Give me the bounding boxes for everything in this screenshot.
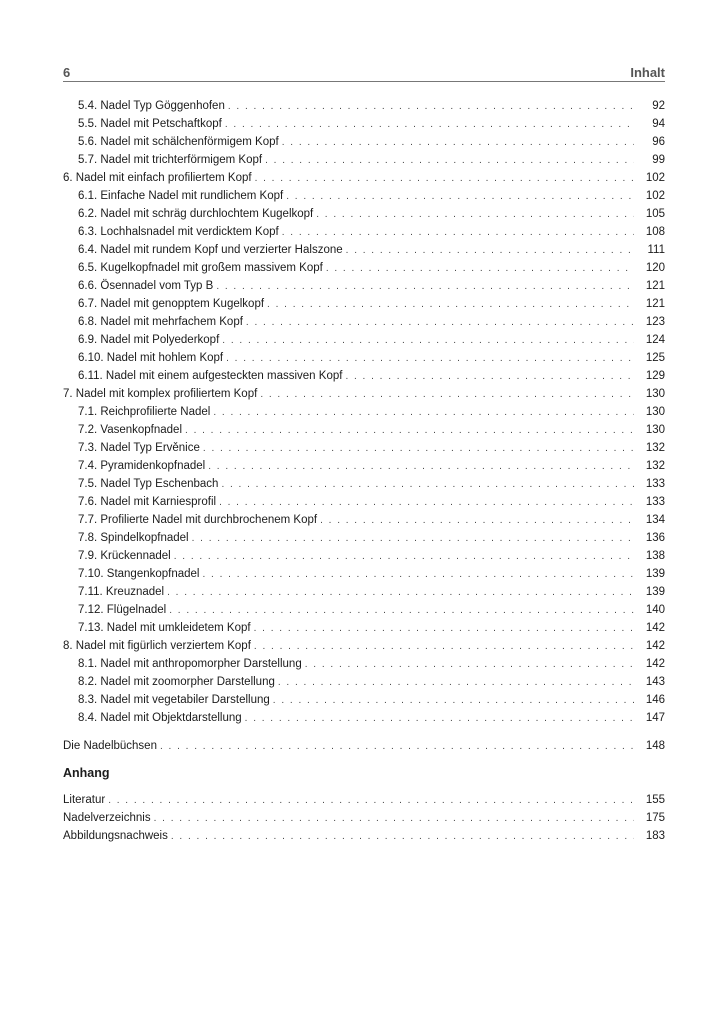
toc-entry-page: 139 — [645, 586, 665, 598]
toc-entry[interactable] — [63, 511, 665, 529]
leader-dots — [216, 278, 634, 296]
toc-entry-page: 94 — [652, 118, 665, 130]
leader-dots — [254, 638, 634, 656]
table-of-contents — [63, 97, 665, 845]
running-title: Inhalt — [630, 65, 665, 80]
toc-entry[interactable] — [63, 809, 665, 827]
leader-dots — [254, 620, 634, 638]
toc-entry[interactable] — [63, 565, 665, 583]
toc-entry-title: 7.6. Nadel mit Karniesprofil — [78, 496, 217, 508]
toc-entry[interactable] — [63, 133, 665, 151]
toc-entry[interactable] — [63, 205, 665, 223]
toc-entry-title: 6.7. Nadel mit genopptem Kugelkopf — [78, 298, 265, 310]
toc-entry[interactable] — [63, 827, 665, 845]
toc-entry-title: 7.13. Nadel mit umkleidetem Kopf — [78, 622, 251, 634]
toc-entry-page: 121 — [645, 298, 665, 310]
toc-entry-title: 6.8. Nadel mit mehrfachem Kopf — [78, 316, 243, 328]
toc-entry[interactable] — [63, 673, 665, 691]
leader-dots — [245, 710, 634, 728]
leader-dots — [273, 692, 634, 710]
leader-dots — [326, 260, 634, 278]
toc-entry[interactable] — [63, 187, 665, 205]
toc-entry-page: 124 — [645, 334, 665, 346]
leader-dots — [225, 116, 634, 134]
leader-dots — [221, 476, 634, 494]
leader-dots — [316, 206, 634, 224]
toc-entry[interactable] — [63, 475, 665, 493]
toc-entry-title: 8. Nadel mit figürlich verziertem Kopf — [63, 640, 251, 652]
leader-dots — [345, 368, 634, 386]
leader-dots — [174, 548, 634, 566]
toc-entry-title: 8.3. Nadel mit vegetabiler Darstellung — [78, 694, 270, 706]
header-rule — [63, 81, 665, 82]
toc-entry[interactable] — [63, 277, 665, 295]
toc-entry-page: 132 — [645, 442, 665, 454]
leader-dots — [171, 828, 634, 846]
toc-entry-page: 175 — [645, 812, 665, 824]
toc-entry[interactable] — [63, 439, 665, 457]
leader-dots — [265, 152, 634, 170]
toc-entry[interactable] — [63, 709, 665, 727]
toc-entry-title: 6.3. Lochhalsnadel mit verdicktem Kopf — [78, 226, 279, 238]
leader-dots — [320, 512, 634, 530]
toc-entry-page: 105 — [645, 208, 665, 220]
toc-entry-title: 7.4. Pyramidenkopfnadel — [78, 460, 206, 472]
toc-entry[interactable] — [63, 313, 665, 331]
toc-entry[interactable] — [63, 349, 665, 367]
leader-dots — [185, 422, 634, 440]
toc-entry[interactable] — [63, 115, 665, 133]
toc-entry-title: Abbildungsnachweis — [63, 830, 168, 842]
toc-entry-page: 129 — [645, 370, 665, 382]
toc-entry-page: 142 — [645, 622, 665, 634]
toc-entry-page: 133 — [645, 478, 665, 490]
toc-entry-page: 143 — [645, 676, 665, 688]
toc-entry-title: 8.2. Nadel mit zoomorpher Darstellung — [78, 676, 275, 688]
toc-entry-title: 6.11. Nadel mit einem aufgesteckten massiven Kopf — [78, 370, 343, 382]
toc-entry-page: 146 — [645, 694, 665, 706]
toc-entry[interactable] — [63, 97, 665, 115]
toc-entry-page: 125 — [645, 352, 665, 364]
leader-dots — [208, 458, 634, 476]
toc-entry-page: 102 — [645, 172, 665, 184]
toc-entry-page: 123 — [645, 316, 665, 328]
toc-entry-title: 6. Nadel mit einfach profiliertem Kopf — [63, 172, 252, 184]
toc-entry-title: 7.11. Kreuznadel — [78, 586, 165, 598]
leader-dots — [167, 584, 634, 602]
toc-entry[interactable] — [63, 583, 665, 601]
toc-entry[interactable] — [63, 169, 665, 187]
page-header — [63, 58, 665, 80]
toc-entry-page: 120 — [645, 262, 665, 274]
toc-anhang-list — [63, 791, 665, 845]
leader-dots — [260, 386, 634, 404]
toc-entry-page: 142 — [645, 658, 665, 670]
toc-entry-page: 108 — [645, 226, 665, 238]
toc-entry[interactable] — [63, 547, 665, 565]
toc-entry[interactable] — [63, 493, 665, 511]
leader-dots — [305, 656, 634, 674]
toc-entry-page: 147 — [645, 712, 665, 724]
toc-entry-title: 6.5. Kugelkopfnadel mit großem massivem Kopf — [78, 262, 323, 274]
leader-dots — [228, 98, 634, 116]
toc-entry-title: 7. Nadel mit komplex profiliertem Kopf — [63, 388, 258, 400]
toc-entry-page: 99 — [652, 154, 665, 166]
toc-entry-page: 130 — [645, 388, 665, 400]
toc-entry[interactable] — [63, 331, 665, 349]
toc-entry[interactable] — [63, 691, 665, 709]
leader-dots — [192, 530, 634, 548]
toc-entry[interactable] — [63, 403, 665, 421]
toc-entry-title: 8.4. Nadel mit Objektdarstellung — [78, 712, 242, 724]
toc-entry-page: 111 — [647, 244, 665, 256]
anhang-heading: Anhang — [63, 766, 110, 780]
toc-entry-title: 7.2. Vasenkopfnadel — [78, 424, 183, 436]
leader-dots — [108, 792, 634, 810]
toc-entry-title: Nadelverzeichnis — [63, 812, 151, 824]
leader-dots — [222, 332, 634, 350]
toc-entry-title: 6.10. Nadel mit hohlem Kopf — [78, 352, 224, 364]
toc-entry[interactable] — [63, 259, 665, 277]
toc-entry[interactable] — [63, 367, 665, 385]
toc-entry-page: 96 — [652, 136, 665, 148]
toc-entry-title: 5.5. Nadel mit Petschaftkopf — [78, 118, 222, 130]
leader-dots — [203, 566, 635, 584]
toc-entry-page: 130 — [645, 424, 665, 436]
toc-entry[interactable] — [63, 385, 665, 403]
toc-entry-title: 7.3. Nadel Typ Ervěnice — [78, 442, 200, 454]
toc-entry-title: 6.6. Ösennadel vom Typ B — [78, 280, 214, 292]
toc-entry-title: 7.8. Spindelkopfnadel — [78, 532, 189, 544]
page-number: 6 — [63, 65, 71, 80]
leader-dots — [267, 296, 634, 314]
toc-entry-title: 8.1. Nadel mit anthropomorpher Darstellung — [78, 658, 302, 670]
toc-entry-title: 5.6. Nadel mit schälchenförmigem Kopf — [78, 136, 279, 148]
toc-entry-title: 7.7. Profilierte Nadel mit durchbrochenem Kopf — [78, 514, 318, 526]
toc-entry-page: 92 — [652, 100, 665, 112]
toc-entry-page: 148 — [645, 740, 665, 752]
toc-entry-title: 6.4. Nadel mit rundem Kopf und verzierter Halszone — [78, 244, 343, 256]
leader-dots — [286, 188, 634, 206]
toc-main-list — [63, 97, 665, 727]
toc-entry-title: Literatur — [63, 794, 106, 806]
toc-entry-page: 183 — [645, 830, 665, 842]
toc-entry[interactable] — [63, 457, 665, 475]
toc-entry-page: 132 — [645, 460, 665, 472]
toc-entry-title: 5.7. Nadel mit trichterförmigem Kopf — [78, 154, 263, 166]
section-gap — [63, 727, 665, 737]
toc-entry-page: 130 — [645, 406, 665, 418]
toc-entry-title: 7.12. Flügelnadel — [78, 604, 167, 616]
toc-entry[interactable] — [63, 529, 665, 547]
toc-entry-title: 7.9. Krückennadel — [78, 550, 171, 562]
toc-entry[interactable] — [63, 637, 665, 655]
leader-dots — [203, 440, 634, 458]
leader-dots — [219, 494, 634, 512]
toc-entry[interactable] — [63, 601, 665, 619]
leader-dots — [282, 224, 634, 242]
toc-entry[interactable] — [63, 655, 665, 673]
leader-dots — [213, 404, 634, 422]
toc-entry-title: 7.5. Nadel Typ Eschenbach — [78, 478, 219, 490]
toc-entry-page: 140 — [645, 604, 665, 616]
toc-entry-title: 6.1. Einfache Nadel mit rundlichem Kopf — [78, 190, 284, 202]
toc-entry-page: 139 — [645, 568, 665, 580]
toc-entry[interactable] — [63, 791, 665, 809]
leader-dots — [246, 314, 634, 332]
toc-entry-page: 121 — [645, 280, 665, 292]
toc-entry[interactable] — [63, 295, 665, 313]
leader-dots — [226, 350, 634, 368]
toc-entry-title: 6.9. Nadel mit Polyederkopf — [78, 334, 220, 346]
toc-entry-page: 136 — [645, 532, 665, 544]
leader-dots — [282, 134, 634, 152]
toc-entry-page: 155 — [645, 794, 665, 806]
toc-entry-page: 142 — [645, 640, 665, 652]
toc-entry[interactable] — [63, 619, 665, 637]
toc-entry-page: 133 — [645, 496, 665, 508]
toc-entry-title: 5.4. Nadel Typ Göggenhofen — [78, 100, 225, 112]
leader-dots — [154, 810, 634, 828]
toc-entry-title: Die Nadelbüchsen — [63, 740, 157, 752]
toc-entry-page: 134 — [645, 514, 665, 526]
toc-entry-nadelbuechsen[interactable] — [63, 737, 665, 755]
toc-entry-page: 102 — [645, 190, 665, 202]
leader-dots — [278, 674, 634, 692]
toc-entry-page: 138 — [645, 550, 665, 562]
leader-dots — [160, 738, 634, 756]
leader-dots — [346, 242, 634, 260]
toc-entry-title: 6.2. Nadel mit schräg durchlochtem Kugelkopf — [78, 208, 314, 220]
leader-dots — [169, 602, 634, 620]
toc-entry-title: 7.10. Stangenkopfnadel — [78, 568, 200, 580]
toc-entry-title: 7.1. Reichprofilierte Nadel — [78, 406, 211, 418]
leader-dots — [255, 170, 634, 188]
toc-entry[interactable] — [63, 223, 665, 241]
toc-entry[interactable] — [63, 151, 665, 169]
toc-entry[interactable] — [63, 241, 665, 259]
toc-entry[interactable] — [63, 421, 665, 439]
